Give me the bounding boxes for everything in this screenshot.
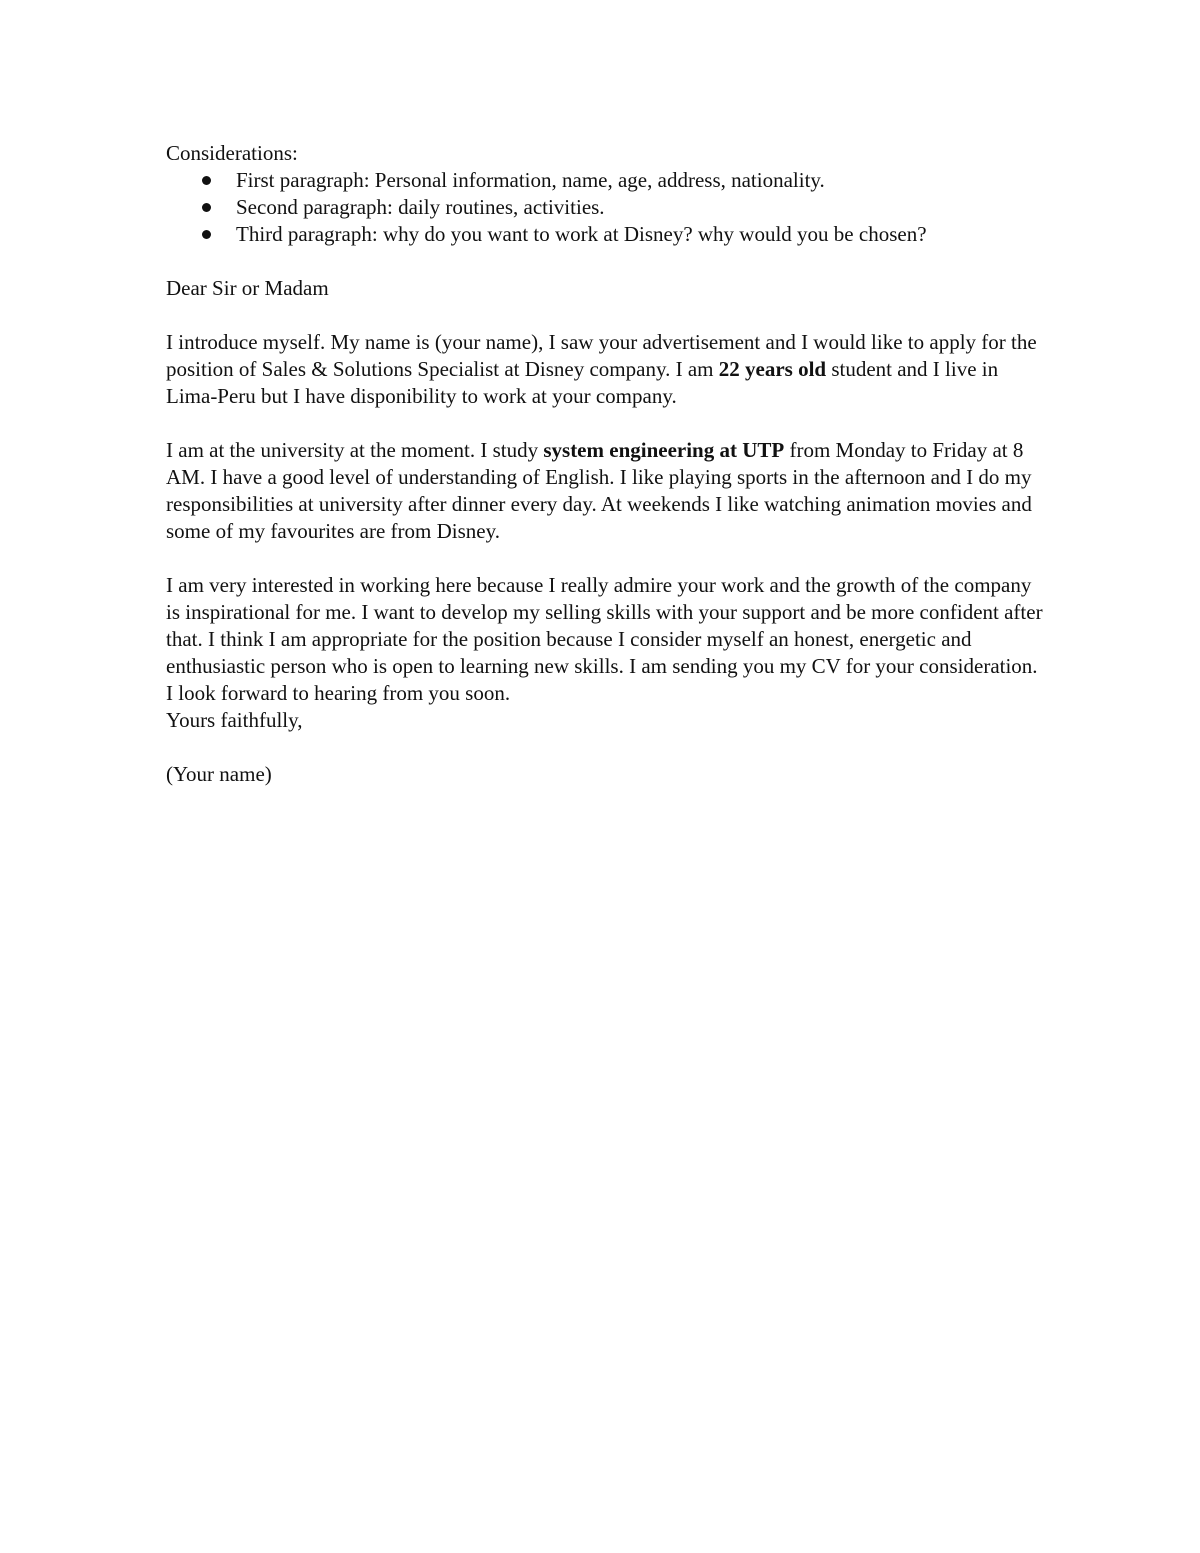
paragraph-text: I introduce myself. My name is (your name), I saw your advertisement and I would like to apply for the position of Sales & Solutions Specialist at Disney company. I am	[166, 330, 1037, 381]
paragraph-introduction	[166, 329, 1046, 410]
spacer	[166, 545, 1046, 572]
sign-off: Yours faithfully,	[166, 708, 303, 732]
list-item	[166, 194, 1046, 221]
considerations-list	[166, 167, 1046, 248]
spacer	[166, 734, 1046, 761]
bold-text: system engineering at UTP	[543, 438, 785, 462]
bold-text: 22 years old	[718, 357, 827, 381]
paragraph-text: from Monday to Friday at 8 AM. I have a good level of understanding of English. I like playing sports in the afternoon and I do my responsibilities at university after dinner every day. At weekends I like watching animation movies and some of my favourites are from Disney.	[166, 438, 1032, 543]
document-body	[166, 140, 1046, 788]
bullet-icon	[202, 176, 211, 185]
list-item	[166, 167, 1046, 194]
paragraph-motivation: I am very interested in working here because I really admire your work and the growth of the company is inspirational for me. I want to develop my selling skills with your support and be more confident after that. I think I am appropriate for the position because I consider myself an honest, energetic and enthusiastic person who is open to learning new skills. I am sending you my CV for your consideration.	[166, 573, 1043, 678]
paragraph-text: student and I live in Lima-Peru but I have disponibility to work at your company.	[166, 357, 999, 408]
salutation: Dear Sir or Madam	[166, 276, 329, 300]
spacer	[166, 410, 1046, 437]
signature: (Your name)	[166, 762, 272, 786]
bullet-icon	[202, 230, 211, 239]
closing-line: I look forward to hearing from you soon.	[166, 681, 511, 705]
list-item	[166, 221, 1046, 248]
paragraph-routines	[166, 437, 1046, 545]
bullet-icon	[202, 203, 211, 212]
paragraph-text: I am at the university at the moment. I study	[166, 438, 544, 462]
list-item-text: Third paragraph: why do you want to work at Disney? why would you be chosen?	[236, 222, 927, 246]
considerations-heading: Considerations:	[166, 141, 298, 165]
list-item-text: First paragraph: Personal information, name, age, address, nationality.	[236, 168, 825, 192]
list-item-text: Second paragraph: daily routines, activities.	[236, 195, 605, 219]
spacer	[166, 248, 1046, 275]
spacer	[166, 302, 1046, 329]
